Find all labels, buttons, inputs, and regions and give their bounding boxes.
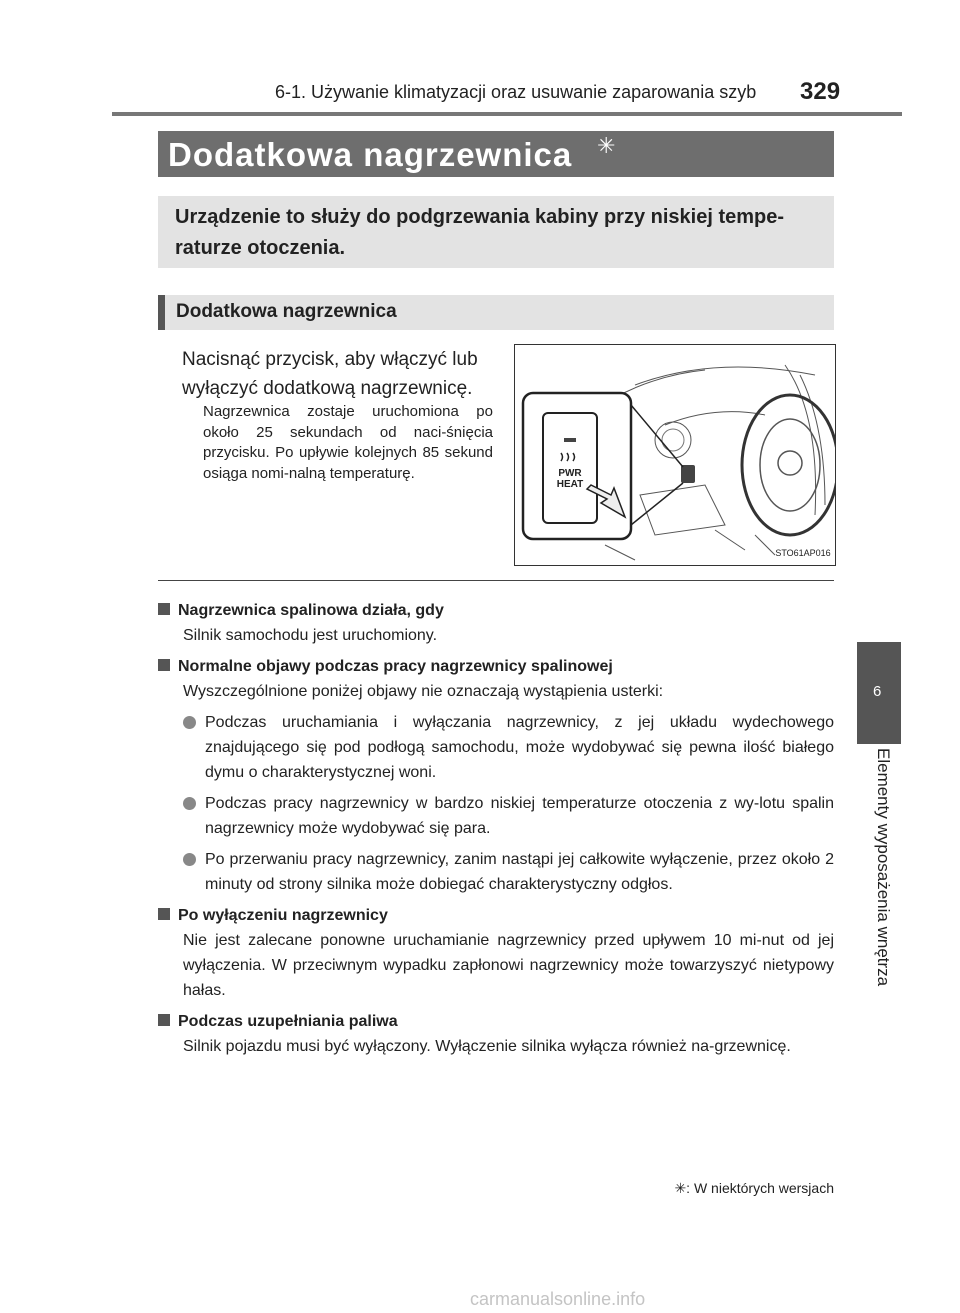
footnote-text: : W niektórych wersjach	[686, 1180, 834, 1196]
chapter-number: 6	[873, 683, 882, 700]
section-divider	[158, 580, 834, 581]
intro-text: Urządzenie to służy do podgrzewania kabiny przy niskiej tempe-raturze otoczenia.	[175, 206, 785, 259]
note-text: Wyszczególnione poniżej objawy nie oznaczają wystąpienia usterki:	[183, 683, 664, 700]
dashboard-figure	[514, 344, 836, 566]
footnote-marker-icon: ✳	[674, 1180, 687, 1196]
heater-switch-location	[681, 465, 695, 483]
note-text: Silnik pojazdu musi być wyłączony. Wyłączenie silnika wyłącza również na-grzewnicę.	[183, 1038, 791, 1055]
round-bullet-icon	[183, 797, 196, 810]
round-bullet-icon	[183, 716, 196, 729]
square-bullet-icon	[158, 1014, 170, 1026]
figure-code: STO61AP016	[775, 548, 831, 558]
note-heading: Po wyłączeniu nagrzewnicy	[158, 903, 834, 928]
note-heading: Podczas uzupełniania paliwa	[158, 1009, 834, 1034]
round-bullet-icon	[183, 853, 196, 866]
note-text: Nie jest zalecane ponowne uruchamianie nagrzewnicy przed upływem 10 mi-nut od jej wyłączenia. W przeciwnym wypadku zapłonowi nagrzewnicy może towarzyszyć nietypowy hałas.	[183, 932, 834, 999]
button-label-heat: HEAT	[556, 479, 584, 490]
optional-marker-icon: ✳	[597, 133, 616, 158]
button-label-pwr: PWR	[558, 468, 582, 479]
square-bullet-icon	[158, 659, 170, 671]
chapter-label: Elementy wyposażenia wnętrza	[874, 748, 893, 987]
watermark: carmanualsonline.info	[470, 1289, 646, 1309]
note-heading: Nagrzewnica spalinowa działa, gdy	[158, 598, 834, 623]
list-item: Podczas pracy nagrzewnicy w bardzo niskiej temperaturze otoczenia z wy-lotu spalin nagrzewnicy może wydobywać się para.	[183, 791, 834, 841]
dashboard-illustration	[515, 345, 835, 565]
page-title: Dodatkowa nagrzewnica	[168, 136, 573, 173]
instruction-text: Nacisnąć przycisk, aby włączyć lub wyłączyć dodatkową nagrzewnicę.	[182, 349, 478, 399]
square-bullet-icon	[158, 908, 170, 920]
note-text: Silnik samochodu jest uruchomiony.	[183, 627, 438, 644]
header-rule	[112, 112, 902, 116]
notes-body	[158, 592, 834, 1059]
note-heading: Normalne objawy podczas pracy nagrzewnicy spalinowej	[158, 654, 834, 679]
section-heading: Dodatkowa nagrzewnica	[176, 301, 397, 322]
list-item: Podczas uruchamiania i wyłączania nagrzewnicy, z jej układu wydechowego znajdującego się pod podłogą samochodu, może wydobywać się pewna ilość białego dymu o charakterystycznej woni.	[183, 710, 834, 785]
section-bar-edge	[158, 295, 165, 330]
page-number: 329	[800, 78, 841, 105]
chapter-title: 6-1. Używanie klimatyzacji oraz usuwanie zaparowania szyb	[275, 82, 757, 102]
footnote	[674, 1180, 834, 1197]
square-bullet-icon	[158, 603, 170, 615]
list-item: Po przerwaniu pracy nagrzewnicy, zanim nastąpi jej całkowite wyłączenie, przez około 2 minuty od strony silnika może dobiegać charakterystyczny odgłos.	[183, 847, 834, 897]
instruction-note: Nagrzewnica zostaje uruchomiona po około 25 sekundach od naci-śnięcia przycisku. Po upływie kolejnych 85 sekund osiąga nomi-nalną temperaturę.	[203, 403, 493, 482]
